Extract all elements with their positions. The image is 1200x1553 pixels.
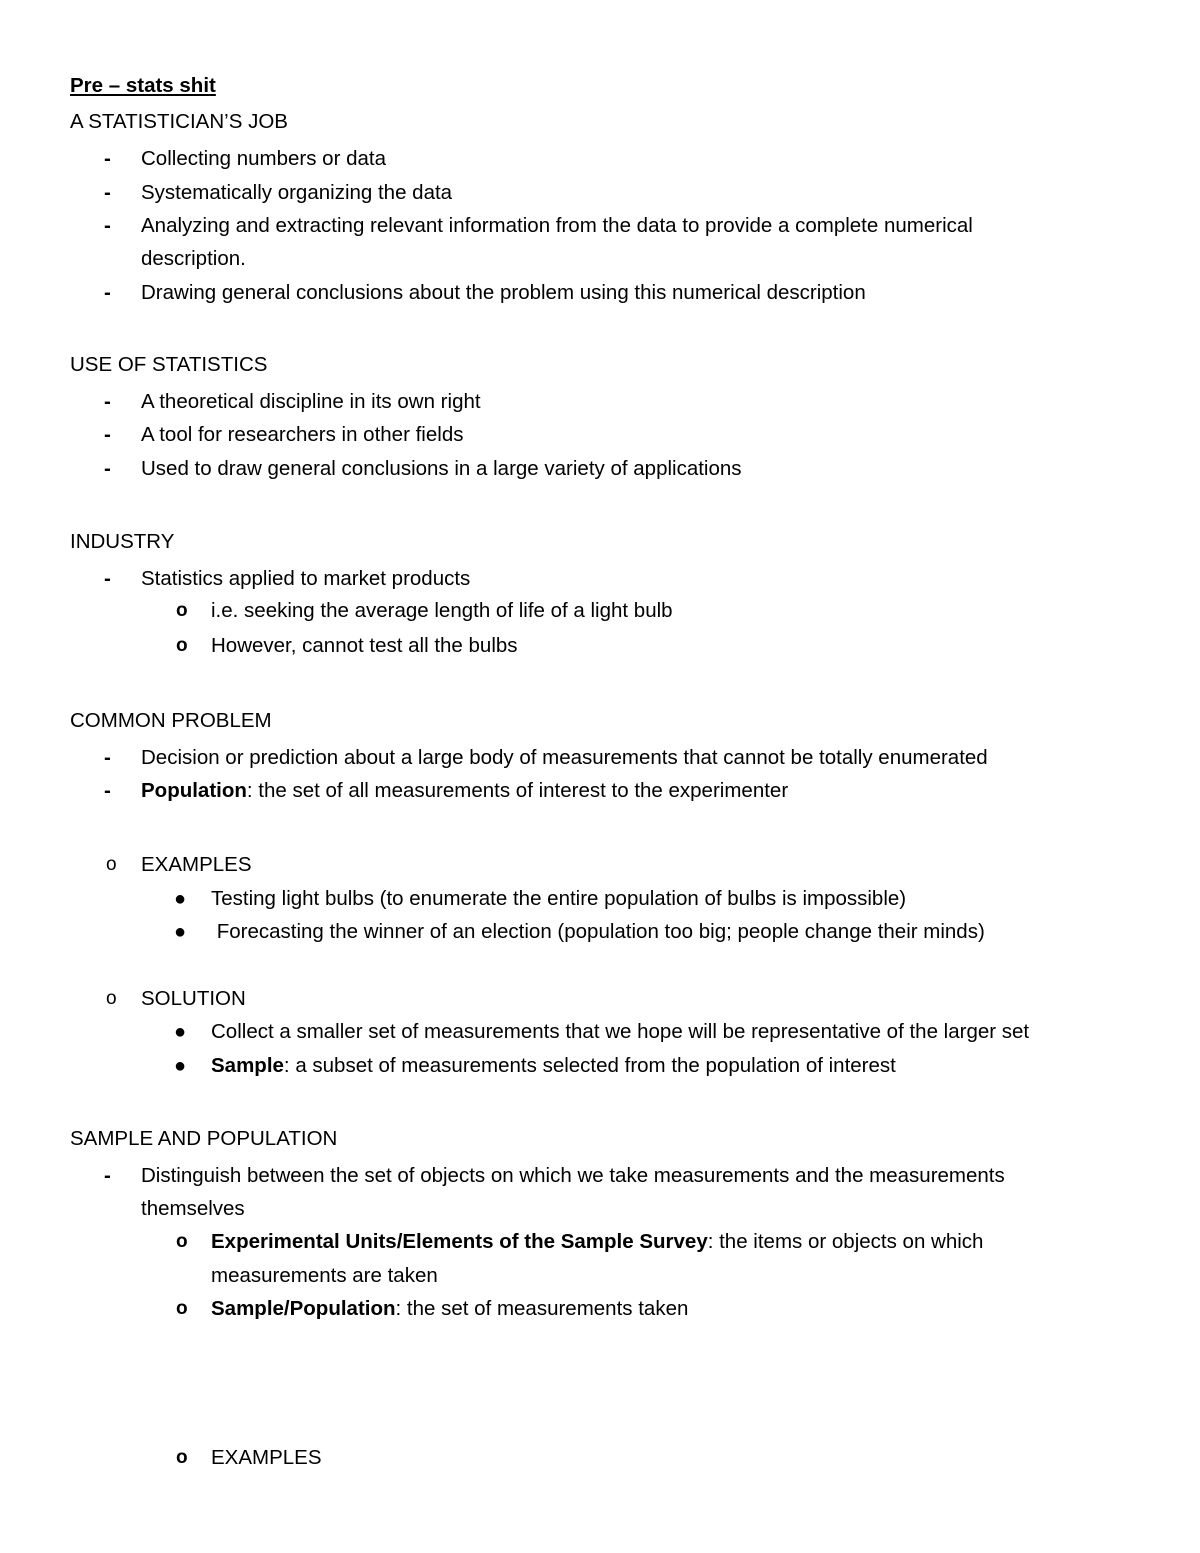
common-examples-label: EXAMPLES	[141, 853, 252, 876]
circle-bullet-icon: o	[176, 635, 188, 656]
industry-subitem-2: However, cannot test all the bulbs	[211, 634, 518, 657]
dash-marker: -	[104, 746, 111, 769]
job-item-4: Drawing general conclusions about the problem using this numerical description	[141, 281, 866, 304]
dash-marker: -	[104, 1164, 111, 1187]
term-sample: Sample	[211, 1054, 284, 1077]
term-experimental-units: Experimental Units/Elements of the Sample Survey	[211, 1230, 708, 1253]
sample-examples-label: EXAMPLES	[211, 1446, 322, 1469]
definition-text: : the set of all measurements of interest to the experimenter	[246, 779, 789, 802]
definition-text: : the items or objects on which	[707, 1230, 984, 1253]
definition-text: : a subset of measurements selected from the population of interest	[283, 1054, 896, 1077]
dot-bullet-icon: ●	[174, 1021, 187, 1043]
industry-item: Statistics applied to market products	[141, 567, 471, 590]
term-population: Population	[141, 779, 247, 802]
dash-marker: -	[104, 214, 111, 237]
job-item-2: Systematically organizing the data	[141, 181, 453, 204]
dot-bullet-icon: ●	[174, 1055, 187, 1077]
common-example-2: Forecasting the winner of an election (population too big; people change their minds)	[211, 920, 985, 943]
job-item-1: Collecting numbers or data	[141, 147, 386, 170]
common-solution-2	[211, 1054, 896, 1078]
dash-marker: -	[104, 567, 111, 590]
dash-marker: -	[104, 181, 111, 204]
section-heading-use: USE OF STATISTICS	[70, 353, 268, 376]
dash-marker: -	[104, 147, 111, 170]
common-solution-1: Collect a smaller set of measurements that we hope will be representative of the larger set	[211, 1020, 1030, 1043]
definition-text: : the set of measurements taken	[395, 1297, 689, 1320]
use-item-3: Used to draw general conclusions in a large variety of applications	[141, 457, 742, 480]
sample-item-cont: themselves	[141, 1197, 245, 1220]
sample-subitem-1	[211, 1230, 983, 1254]
job-item-3-cont: description.	[141, 247, 246, 270]
section-heading-job: A STATISTICIAN’S JOB	[70, 110, 288, 133]
circle-bullet-icon: o	[176, 600, 188, 621]
dash-marker: -	[104, 779, 111, 802]
page-title: Pre – stats shit	[70, 74, 216, 97]
section-heading-sample: SAMPLE AND POPULATION	[70, 1127, 338, 1150]
dot-bullet-icon: ●	[174, 921, 187, 943]
dot-bullet-icon: ●	[174, 888, 187, 910]
job-item-3: Analyzing and extracting relevant information from the data to provide a complete numerical	[141, 214, 973, 237]
dash-marker: -	[104, 390, 111, 413]
dash-marker: -	[104, 457, 111, 480]
industry-subitem-1: i.e. seeking the average length of life of a light bulb	[211, 599, 673, 622]
sample-item: Distinguish between the set of objects on which we take measurements and the measurements	[141, 1164, 1005, 1187]
circle-bullet-icon: o	[176, 1298, 188, 1319]
section-heading-industry: INDUSTRY	[70, 530, 175, 553]
dash-marker: -	[104, 423, 111, 446]
circle-bullet-icon: o	[106, 854, 117, 875]
dash-marker: -	[104, 281, 111, 304]
sample-subitem-2	[211, 1297, 688, 1321]
circle-bullet-icon: o	[176, 1447, 188, 1468]
sample-subitem-1-cont: measurements are taken	[211, 1264, 438, 1287]
common-solution-label: SOLUTION	[141, 987, 246, 1010]
use-item-2: A tool for researchers in other fields	[141, 423, 464, 446]
term-sample-population: Sample/Population	[211, 1297, 396, 1320]
common-example-1: Testing light bulbs (to enumerate the entire population of bulbs is impossible)	[211, 887, 907, 910]
section-heading-common: COMMON PROBLEM	[70, 709, 272, 732]
common-item-1: Decision or prediction about a large body of measurements that cannot be totally enumerated	[141, 746, 988, 769]
circle-bullet-icon: o	[176, 1231, 188, 1252]
use-item-1: A theoretical discipline in its own right	[141, 390, 481, 413]
common-item-2	[141, 779, 788, 803]
circle-bullet-icon: o	[106, 988, 117, 1009]
